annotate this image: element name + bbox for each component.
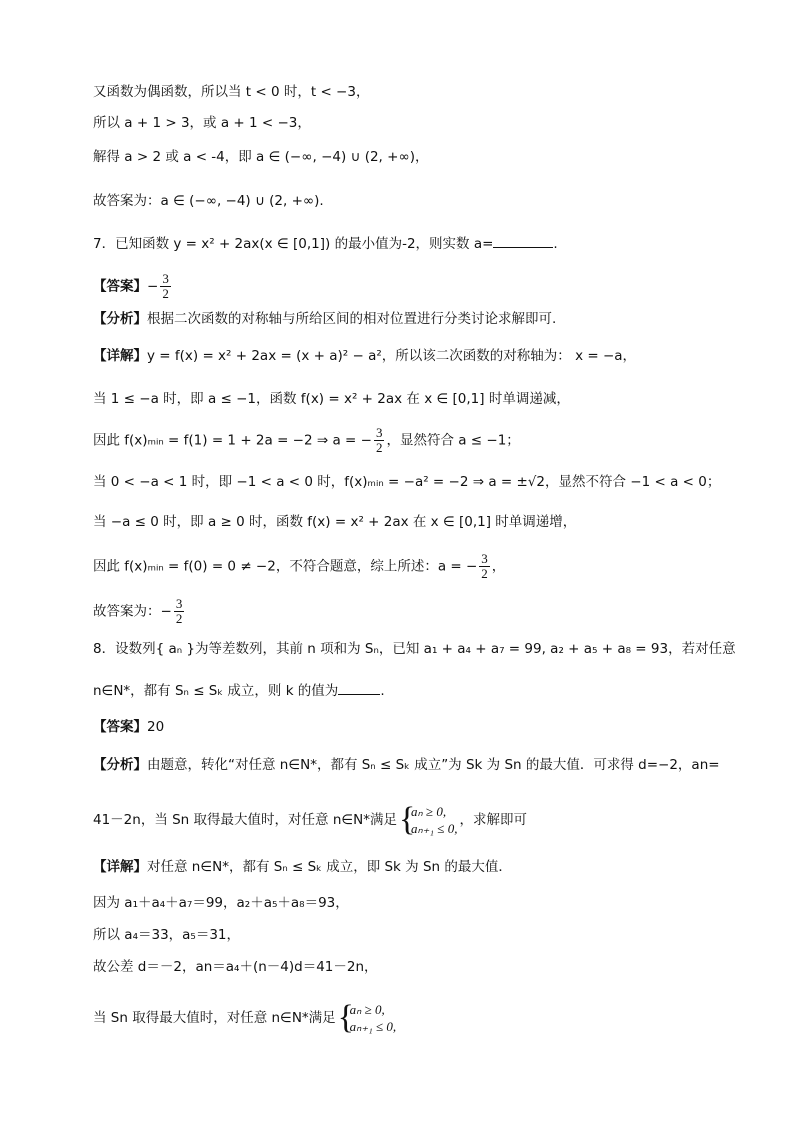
inequality-system: { aₙ ≥ 0, aₙ₊₁ ≤ 0, (399, 801, 458, 838)
fraction: $\frac{3}{2}$ (481, 551, 488, 581)
q7-detail-3: 因此 f(x)ₘᵢₙ = f(1) = 1 + 2a = −2 ⇒ a = − $\frac{3}{2}$ ，显然符合 a ≤ −1； (93, 425, 520, 455)
q7-detail-1: 【详解】y = f(x) = x² + 2ax = (x + a)² − a²，所以该二次函数的对称轴为： x = −a， (93, 348, 637, 364)
q7-detail-2: 当 1 ≤ −a 时，即 a ≤ −1，函数 f(x) = x² + 2ax 在 x ∈ [0,1] 时单调递减， (93, 391, 570, 407)
q7-detail-4: 当 0 < −a < 1 时，即 −1 < a < 0 时，f(x)ₘᵢₙ = −a² = −2 ⇒ a = ±√2，显然不符合 −1 < a < 0； (93, 474, 721, 490)
fraction: $\frac{3}{2}$ (375, 425, 383, 455)
q8-analysis-1: 【分析】由题意，转化“对任意 n∈N*，都有 Sₙ ≤ Sₖ 成立”为 Sk 为 Sn 的最大值．可求得 d=−2，an= (93, 757, 720, 773)
q7-answer: 【答案】− $\frac{3}{2}$ (93, 271, 169, 301)
q8-stem-1: 8．设数列{ aₙ }为等差数列，其前 n 项和为 Sₙ，已知 a₁ + a₄ + a₇ = 99, a₂ + a₅ + a₈ = 93，若对任意 (93, 641, 736, 657)
answer-blank (338, 680, 380, 695)
q7-stem: 7．已知函数 y = x² + 2ax(x ∈ [0,1]) 的最小值为-2，则实数 a= . (93, 233, 558, 254)
prev-line-2: 所以 a + 1 > 3，或 a + 1 < −3， (93, 115, 311, 131)
inequality-system: { aₙ ≥ 0, aₙ₊₁ ≤ 0, (337, 999, 397, 1036)
q7-final: 故答案为：− $\frac{3}{2}$ (93, 596, 183, 626)
prev-line-3: 解得 a > 2 或 a < -4，即 a ∈ (−∞, −4) ∪ (2, +∞)， (93, 149, 429, 165)
q8-detail-4: 故公差 d＝－2，an＝a₄＋(n－4)d＝41－2n， (93, 959, 378, 975)
q7-detail-6: 因此 f(x)ₘᵢₙ = f(0) = 0 ≠ −2，不符合题意，综上所述：a = − $\frac{3}{2}$ ， (93, 551, 506, 581)
q7-detail-5: 当 −a ≤ 0 时，即 a ≥ 0 时，函数 f(x) = x² + 2ax 在 x ∈ [0,1] 时单调递增， (93, 514, 577, 530)
answer-blank (493, 233, 553, 248)
fraction: $\frac{3}{2}$ (162, 271, 169, 301)
prev-line-4: 故答案为：a ∈ (−∞, −4) ∪ (2, +∞). (93, 193, 324, 209)
q8-analysis-2: 41－2n，当 Sn 取得最大值时，对任意 n∈N*满足 { aₙ ≥ 0, aₙ₊₁ ≤ 0, ，求解即可 (93, 801, 527, 838)
q8-detail-2: 因为 a₁＋a₄＋a₇＝99，a₂＋a₅＋a₈＝93， (93, 895, 349, 911)
prev-line-1: 又函数为偶函数，所以当 t < 0 时，t < −3， (93, 84, 370, 100)
q8-stem-2: n∈N*，都有 Sₙ ≤ Sₖ 成立，则 k 的值为 . (93, 680, 385, 701)
q8-answer: 【答案】20 (93, 719, 165, 735)
q8-detail-1: 【详解】对任意 n∈N*，都有 Sₙ ≤ Sₖ 成立，即 Sk 为 Sn 的最大值． (93, 859, 512, 875)
q8-detail-5: 当 Sn 取得最大值时，对任意 n∈N*满足 { aₙ ≥ 0, aₙ₊₁ ≤ 0, (93, 999, 397, 1036)
fraction: $\frac{3}{2}$ (175, 596, 183, 626)
q8-detail-3: 所以 a₄＝33，a₅＝31， (93, 927, 241, 943)
q7-analysis: 【分析】根据二次函数的对称轴与所给区间的相对位置进行分类讨论求解即可. (93, 311, 557, 327)
